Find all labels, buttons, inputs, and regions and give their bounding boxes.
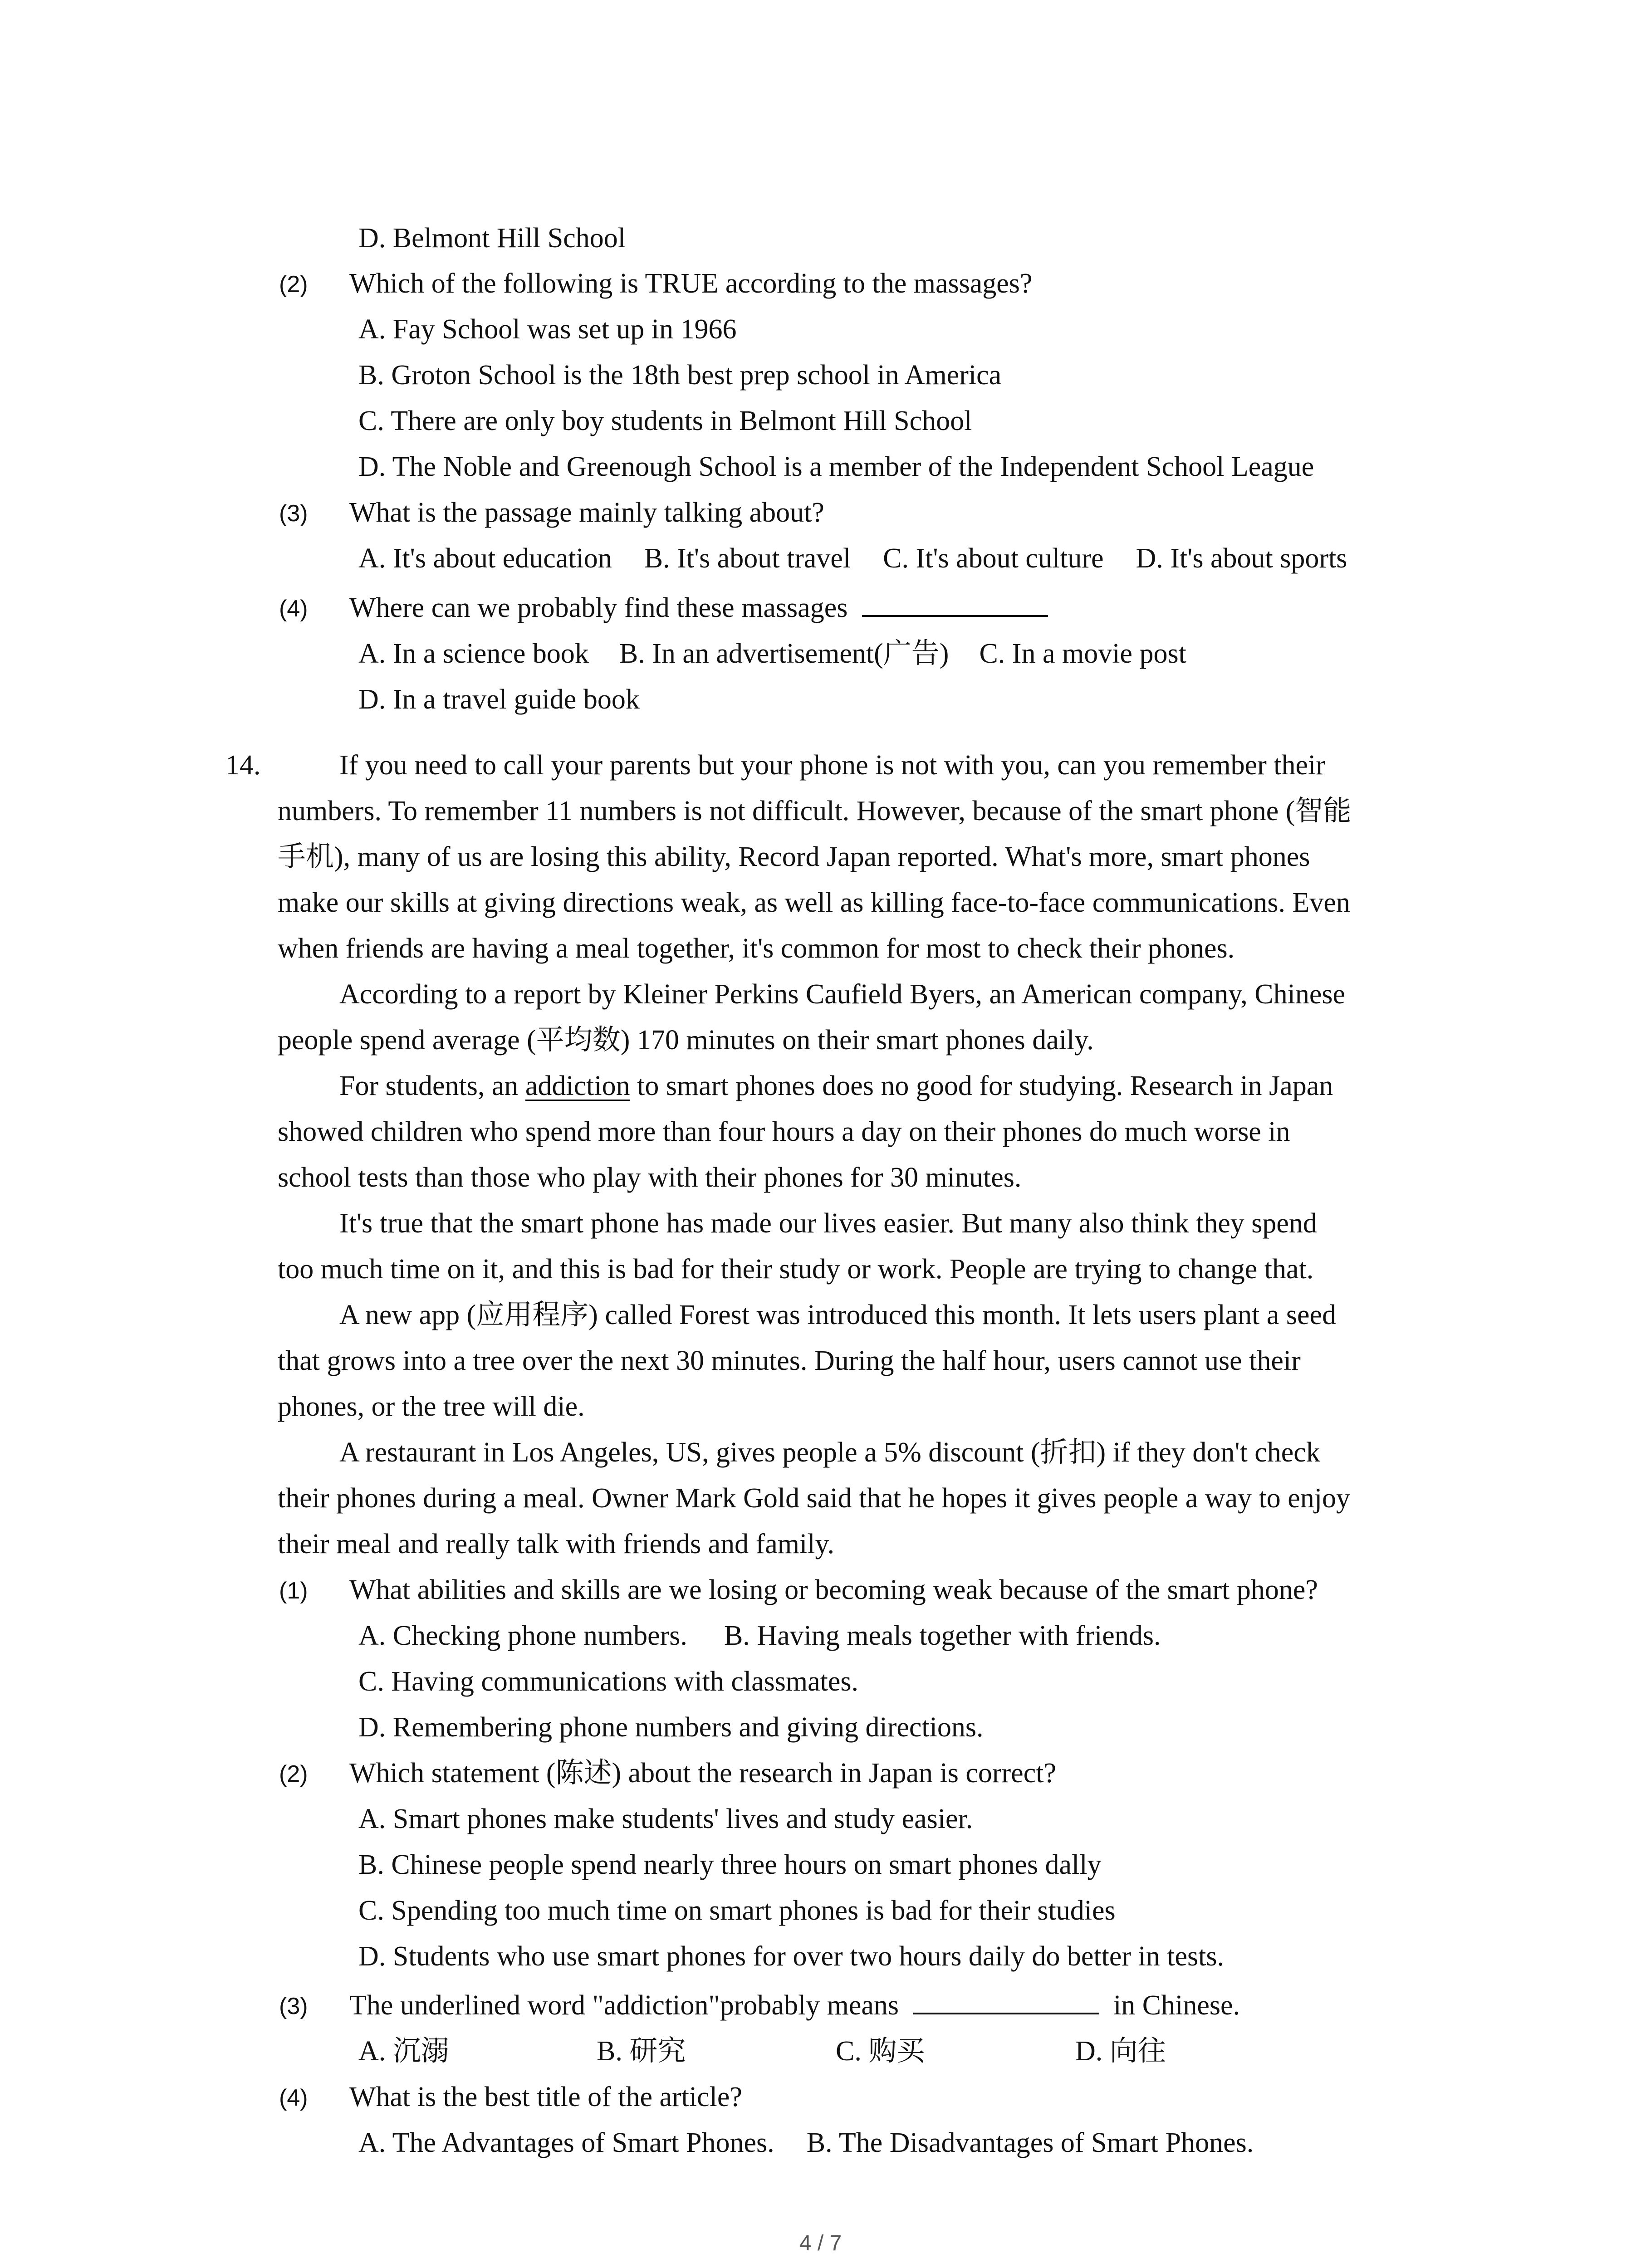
q14-2-option-b: B. Chinese people spend nearly three hours on smart phones dally: [358, 1849, 1102, 1880]
q13-2-question: Which of the following is TRUE according to the massages?: [349, 268, 1033, 299]
q13-4-question-line: [349, 585, 1048, 631]
q13-4-option-a: A. In a science book: [358, 638, 589, 669]
underlined-word: addiction: [525, 1070, 630, 1101]
q13-4-option-d: D. In a travel guide book: [358, 684, 640, 715]
q13-1-option-d: D. Belmont Hill School: [358, 223, 626, 254]
q13-4-question: Where can we probably find these massages: [349, 592, 848, 623]
q14-p3-line: showed children who spend more than four hours a day on their phones do much worse in: [278, 1116, 1290, 1147]
q14-4-options: [358, 2120, 1254, 2166]
q14-1-option-b: B. Having meals together with friends.: [724, 1620, 1161, 1651]
q13-2-option-c: C. There are only boy students in Belmont Hill School: [358, 406, 972, 436]
q14-p4-line: too much time on it, and this is bad for their study or work. People are trying to change that.: [278, 1254, 1314, 1285]
q14-p1-line: when friends are having a meal together, it's common for most to check their phones.: [278, 933, 1235, 964]
q14-p1-line: numbers. To remember 11 numbers is not difficult. However, because of the smart phone (智能: [278, 796, 1352, 826]
q13-4-options: [358, 631, 1186, 677]
q14-p2-line: people spend average (平均数) 170 minutes on their smart phones daily.: [278, 1025, 1094, 1056]
q13-3-options: [358, 536, 1347, 582]
q14-3-option-d: D. 向往: [1075, 2036, 1166, 2067]
q14-4-option-a: A. The Advantages of Smart Phones.: [358, 2127, 774, 2158]
q14-4-option-b: B. The Disadvantages of Smart Phones.: [806, 2127, 1254, 2158]
q14-1-option-d: D. Remembering phone numbers and giving directions.: [358, 1712, 984, 1743]
q14-2-question: Which statement (陈述) about the research in Japan is correct?: [349, 1758, 1056, 1789]
q14-p5-line: phones, or the tree will die.: [278, 1391, 585, 1422]
q14-2-number: (2): [279, 1761, 308, 1787]
q14-3-question: The underlined word "addiction"probably means: [349, 1990, 899, 2021]
q14-p6-line: their phones during a meal. Owner Mark Gold said that he hopes it gives people a way to enjoy: [278, 1483, 1351, 1514]
q14-p6-line: A restaurant in Los Angeles, US, gives people a 5% discount (折扣) if they don't check: [339, 1437, 1320, 1468]
q14-3-number: (3): [279, 1993, 308, 2019]
q14-number: 14.: [225, 750, 261, 781]
q14-1-options: [358, 1613, 1161, 1659]
q13-2-number: (2): [279, 271, 308, 298]
page-number: 4 / 7: [799, 2231, 842, 2255]
q14-2-option-a: A. Smart phones make students' lives and study easier.: [358, 1804, 973, 1834]
q14-1-option-a: A. Checking phone numbers.: [358, 1620, 687, 1651]
q14-p4-line: It's true that the smart phone has made our lives easier. But many also think they spend: [339, 1208, 1317, 1239]
q14-1-number: (1): [279, 1578, 308, 1604]
q14-4-number: (4): [279, 2085, 308, 2111]
q14-2-option-d: D. Students who use smart phones for over two hours daily do better in tests.: [358, 1941, 1224, 1972]
q14-p1-line: make our skills at giving directions weak, as well as killing face-to-face communications. Even: [278, 887, 1350, 918]
q13-3-option-a: A. It's about education: [358, 543, 612, 574]
q13-2-option-b: B. Groton School is the 18th best prep school in America: [358, 360, 1002, 391]
q14-p5-line: A new app (应用程序) called Forest was introduced this month. It lets users plant a seed: [339, 1300, 1337, 1330]
q13-3-question: What is the passage mainly talking about?: [349, 497, 824, 528]
q13-2-option-d: D. The Noble and Greenough School is a member of the Independent School League: [358, 451, 1314, 482]
q14-p2-line: According to a report by Kleiner Perkins Caufield Byers, an American company, Chinese: [339, 979, 1346, 1010]
q13-4-option-b: B. In an advertisement(广告): [619, 638, 949, 669]
q14-p1-line: If you need to call your parents but your phone is not with you, can you remember their: [339, 750, 1325, 781]
answer-blank: [862, 590, 1048, 617]
q13-3-option-c: C. It's about culture: [883, 543, 1104, 574]
q14-3-option-c: C. 购买: [836, 2036, 925, 2067]
q14-p3-line: school tests than those who play with their phones for 30 minutes.: [278, 1162, 1022, 1193]
q13-2-option-a: A. Fay School was set up in 1966: [358, 314, 737, 345]
q14-p5-line: that grows into a tree over the next 30 minutes. During the half hour, users cannot use their: [278, 1345, 1301, 1376]
q14-p1-line: 手机), many of us are losing this ability, Record Japan reported. What's more, smart phones: [278, 841, 1310, 872]
q13-3-number: (3): [279, 500, 308, 527]
q13-3-option-d: D. It's about sports: [1136, 543, 1347, 574]
q13-4-number: (4): [279, 596, 308, 622]
q14-4-question: What is the best title of the article?: [349, 2082, 742, 2112]
q14-p3-line: For students, an addiction to smart phones does no good for studying. Research in Japan: [339, 1070, 1333, 1101]
q14-p6-line: their meal and really talk with friends and family.: [278, 1529, 834, 1559]
q13-3-option-b: B. It's about travel: [644, 543, 851, 574]
q14-1-question: What abilities and skills are we losing or becoming weak because of the smart phone?: [349, 1574, 1318, 1605]
q14-3-option-a: A. 沉溺: [358, 2036, 449, 2067]
q14-3-option-b: B. 研究: [597, 2036, 686, 2067]
q14-3-question-line: The underlined word "addiction"probably means in Chinese.: [349, 1983, 1240, 2028]
q14-1-option-c: C. Having communications with classmates.: [358, 1666, 859, 1697]
answer-blank: [913, 1987, 1099, 2014]
q13-4-option-c: C. In a movie post: [979, 638, 1186, 669]
q14-2-option-c: C. Spending too much time on smart phones is bad for their studies: [358, 1895, 1116, 1926]
